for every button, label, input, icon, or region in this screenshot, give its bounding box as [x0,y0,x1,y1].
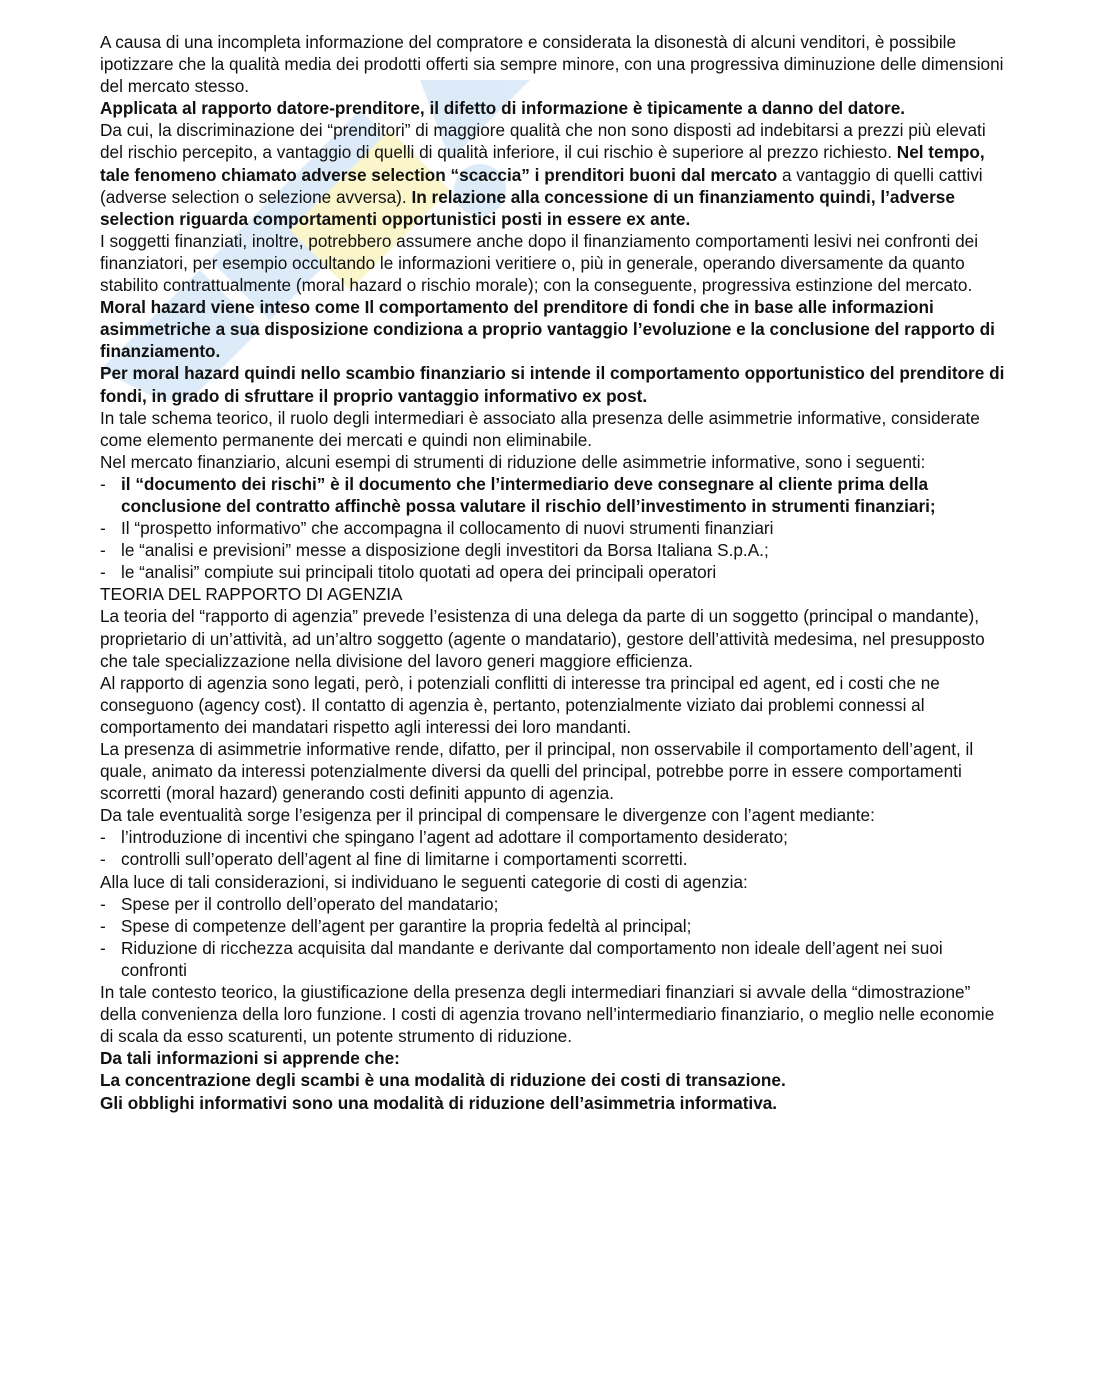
text-run: La presenza di asimmetrie informative rende, difatto, per il principal, non osservabile il comportamento dell’agent, il quale, animato da interessi potenzialmente diversi da quelli del principal, potrebbe porre in essere comportamenti scorretti (moral hazard) generando costi definiti appunto di agenzia. [100,739,974,804]
paragraph-bold-datore [100,97,1009,119]
text-run: La concentrazione degli scambi è una modalità di riduzione dei costi di transazione. [100,1070,786,1091]
list-item: - Il “prospetto informativo” che accompagna il collocamento di nuovi strumenti finanziari [100,517,1009,539]
list-strumenti [100,473,1009,583]
paragraph-esempi [100,451,1009,473]
paragraph-conclusione-intro [100,1047,1009,1069]
paragraph-conclusione-obblighi [100,1092,1009,1114]
text-run-bold: In relazione alla concessione di un finanziamento quindi, l’adverse selection riguarda comportamenti opportunistici posti in essere ex ante. [100,186,955,229]
text-run: Nel mercato finanziario, alcuni esempi di strumenti di riduzione delle asimmetrie informative, sono i seguenti: [100,451,926,472]
paragraph-contesto [100,981,1009,1047]
paragraph-conclusione-scambi [100,1069,1009,1091]
text-run: Al rapporto di agenzia sono legati, però, i potenziali conflitti di interesse tra principal ed agent, ed i costi che ne conseguono (agency cost). Il contatto di agenzia è, pertanto, potenzialmente viziato dai problemi connessi al comportamento dei mandatari rispetto agli interessi dei loro mandanti. [100,672,940,737]
text-run: Moral hazard viene inteso come Il comportamento del prenditore di fondi che in base alle informazioni asimmetriche a sua disposizione condiziona a proprio vantaggio l’evoluzione e la conclusione del rapporto di finanziamento. [100,297,995,362]
paragraph-adverse-selection [100,119,1009,229]
list-item: - Spese per il controllo dell’operato del mandatario; [100,893,1009,915]
paragraph-asimmetrie [100,738,1009,804]
text-run: I soggetti finanziati, inoltre, potrebbero assumere anche dopo il finanziamento comportamenti lesivi nei confronti dei finanziatori, per esempio occultando le informazioni veritiere o, più in generale, operando diversamente da quanto stabilito contrattualmente (moral hazard o rischio morale); con la conseguente, progressiva estinzione del mercato. [100,230,979,296]
section-heading: TEORIA DEL RAPPORTO DI AGENZIA [100,584,403,605]
text-run: Gli obblighi informativi sono una modalità di riduzione dell’asimmetria informativa. [100,1092,778,1113]
list-item: - il “documento dei rischi” è il documento che l’intermediario deve consegnare al cliente prima della conclusione del contratto affinchè possa valutare il rischio dell’investimento in strumenti finanziari; [100,473,1009,517]
list-item: - l’introduzione di incentivi che spingano l’agent ad adottare il comportamento desiderato; [100,826,1009,848]
text-run: Da tali informazioni si apprende che: [100,1048,400,1069]
list-costi-agenzia [100,893,1009,981]
text-run: A causa di una incompleta informazione del compratore e considerata la disonestà di alcuni venditori, è possibile ipotizzare che la qualità media dei prodotti offerti sia sempre minore, con una progressiva diminuzione delle dimensioni del mercato stesso. [100,32,1004,97]
list-item: - controlli sull’operato dell’agent al fine di limitarne i comportamenti scorretti. [100,848,1009,870]
text-run: Da cui, la discriminazione dei “prenditori” di maggiore qualità che non sono disposti ad indebitarsi a prezzi più elevati del rischio percepito, a vantaggio di quelli di qualità inferiore, il cui rischio è superiore al prezzo richiesto. [100,120,986,163]
list-incentivi [100,826,1009,870]
list-item: - le “analisi” compiute sui principali titolo quotati ad opera dei principali operatori [100,561,1009,583]
paragraph-eventualita [100,804,1009,826]
text-run: In tale schema teorico, il ruolo degli intermediari è associato alla presenza delle asimmetrie informative, considerate come elemento permanente dei mercati e quindi non eliminabile. [100,407,980,450]
paragraph-soggetti-finanziati [100,230,1009,296]
paragraph-categorie: Alla luce di tali considerazioni, si individuano le seguenti categorie di costi di agenzia: [100,871,748,892]
text-run-bold: Nel tempo, tale fenomeno chiamato adverse selection “scaccia” i prenditori buoni dal mercato [100,142,985,185]
text-run: a vantaggio di quelli cattivi (adverse selection o selezione avversa). [100,164,983,207]
paragraph-conflitti [100,672,1009,738]
text-run: Per moral hazard quindi nello scambio finanziario si intende il comportamento opportunistico del prenditore di fondi, in grado di sfruttare il proprio vantaggio informativo ex post. [100,363,1005,406]
paragraph-intermediari [100,407,1009,451]
paragraph-moral-hazard-definition [100,296,1009,362]
list-item: - Spese di competenze dell’agent per garantire la propria fedeltà al principal; [100,915,1009,937]
paragraph-intro [100,31,1009,97]
text-run: Da tale eventualità sorge l’esigenza per il principal di compensare le divergenze con l’agent mediante: [100,805,875,826]
list-item: - le “analisi e previsioni” messe a disposizione degli investitori da Borsa Italiana S.p.A.; [100,539,1009,561]
text-run: Applicata al rapporto datore-prenditore, il difetto di informazione è tipicamente a danno del datore. [100,98,906,119]
list-item: - Riduzione di ricchezza acquisita dal mandante e derivante dal comportamento non ideale dell’agent nei suoi confronti [100,937,1009,981]
text-run: La teoria del “rapporto di agenzia” prevede l’esistenza di una delega da parte di un soggetto (principal o mandante), proprietario di un’attività, ad un’altro soggetto (agente o mandatario), gestore dell’attività medesima, nel presupposto che tale specializzazione nella divisione del lavoro generi maggiore efficienza. [100,606,985,671]
paragraph-teoria [100,605,1009,671]
text-run: In tale contesto teorico, la giustificazione della presenza degli intermediari finanziari si avvale della “dimostrazione” della convenienza della loro funzione. I costi di agenzia trovano nell’intermediario finanziario, o meglio nelle economie di scala da esso scaturenti, un potente strumento di riduzione. [100,982,995,1047]
paragraph-moral-hazard-ex-post [100,362,1009,406]
